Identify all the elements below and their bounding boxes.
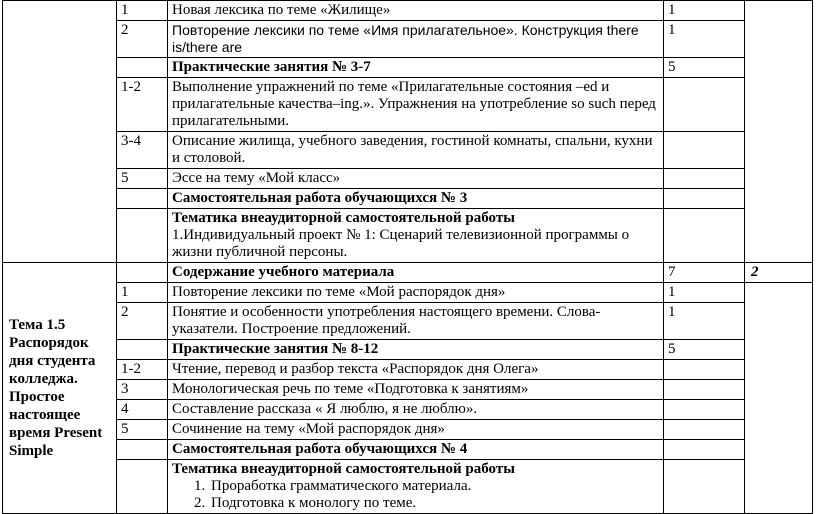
row-number: 4: [117, 400, 168, 420]
row-content: Составление рассказа « Я люблю, я не люблю».: [168, 400, 664, 420]
row-content: Повторение лексики по теме «Мой распорядок дня»: [168, 283, 664, 303]
extra-work-cell: [168, 209, 664, 263]
row-content: Эссе на тему «Мой класс»: [168, 169, 664, 189]
curriculum-table: [2, 0, 813, 514]
row-hours: 1: [664, 21, 745, 58]
table-row: [3, 21, 813, 58]
row-content: Выполнение упражнений по теме «Прилагательные состояния –ed и прилагательные качества–ing.». Упражнения на употребление so such перед прилагательными.: [168, 78, 664, 132]
topic-line: колледжа.: [9, 371, 78, 387]
topic-line: Простое: [9, 389, 65, 405]
row-number: [117, 58, 168, 78]
topic-line: Тема 1.5: [9, 317, 66, 333]
row-number: [117, 440, 168, 460]
row-hours: [664, 400, 745, 420]
row-hours: [664, 420, 745, 440]
table-row: [3, 360, 813, 380]
topic-line: время Present: [9, 425, 103, 441]
row-number: 3: [117, 380, 168, 400]
table-row: [3, 303, 813, 340]
row-hours-empty: [664, 460, 745, 514]
row-hours: 1: [664, 1, 745, 21]
table-row: [3, 78, 813, 132]
row-number: [117, 340, 168, 360]
row-hours: 1: [664, 283, 745, 303]
row-number: 1-2: [117, 78, 168, 132]
row-hours: [664, 360, 745, 380]
table-row: [3, 400, 813, 420]
topic-cell-empty: [3, 1, 117, 263]
row-hours: 5: [664, 58, 745, 78]
row-content: Монологическая речь по теме «Подготовка к занятиям»: [168, 380, 664, 400]
table-row: [3, 460, 813, 514]
self-study-heading: Самостоятельная работа обучающихся № 4: [168, 440, 664, 460]
extra-work-text: 1.Индивидуальный проект № 1: Сценарий телевизионной программы о жизни публичной персоны.: [172, 227, 630, 260]
table-row: [3, 380, 813, 400]
row-hours: [664, 132, 745, 169]
table-row: [3, 209, 813, 263]
row-content: Повторение лексики по теме «Имя прилагательное». Конструкция there is/there are: [168, 21, 664, 58]
row-content: Описание жилища, учебного заведения, гостиной комнаты, спальни, кухни и столовой.: [168, 132, 664, 169]
row-number: 1-2: [117, 360, 168, 380]
row-content: Новая лексика по теме «Жилище»: [168, 1, 664, 21]
table-row: [3, 440, 813, 460]
row-number-empty: [117, 209, 168, 263]
table-row: [3, 132, 813, 169]
extra-work-heading: Тематика внеаудиторной самостоятельной работы: [172, 210, 515, 226]
table-row: [3, 189, 813, 209]
table-row: [3, 169, 813, 189]
row-number: 2: [117, 21, 168, 58]
table-row: [3, 1, 813, 21]
extra-work-heading: Тематика внеаудиторной самостоятельной работы: [172, 461, 515, 477]
row-hours: [664, 380, 745, 400]
table-row: [3, 340, 813, 360]
row-number: 5: [117, 420, 168, 440]
table-row: [3, 420, 813, 440]
row-hours: [664, 169, 745, 189]
row-content: Чтение, перевод и разбор текста «Распорядок дня Олега»: [168, 360, 664, 380]
row-number: 1: [117, 283, 168, 303]
topic-line: Распорядок: [9, 335, 89, 351]
row-number: [117, 189, 168, 209]
self-study-heading: Самостоятельная работа обучающихся № 3: [168, 189, 664, 209]
list-item: 1. Проработка грамматического материала.: [209, 478, 660, 495]
topic-title: [3, 263, 117, 514]
table-row: [3, 283, 813, 303]
practical-heading: Практические занятия № 8-12: [168, 340, 664, 360]
row-number: 2: [117, 303, 168, 340]
list-item: 2. Подготовка к монологу по теме.: [209, 495, 660, 512]
row-hours: 1: [664, 303, 745, 340]
row-hours: 7: [664, 263, 745, 283]
row-number: 1: [117, 1, 168, 21]
row-hours: [664, 78, 745, 132]
level-cell-empty: [745, 1, 813, 263]
extra-work-cell: [168, 460, 664, 514]
row-number-empty: [117, 263, 168, 283]
row-content: Сочинение на тему «Мой распорядок дня»: [168, 420, 664, 440]
row-number: 3-4: [117, 132, 168, 169]
row-content: Понятие и особенности употребления настоящего времени. Слова-указатели. Построение предложений.: [168, 303, 664, 340]
table-row: [3, 58, 813, 78]
level-cell-empty: [745, 283, 813, 514]
row-number-empty: [117, 460, 168, 514]
row-hours: 5: [664, 340, 745, 360]
table-row: [3, 263, 813, 283]
topic-line: дня студента: [9, 353, 96, 369]
level-value: 2: [745, 263, 813, 283]
row-hours: [664, 440, 745, 460]
topic-line: настоящее: [9, 407, 81, 423]
practical-heading: Практические занятия № 3-7: [168, 58, 664, 78]
row-hours-empty: [664, 209, 745, 263]
content-heading: Содержание учебного материала: [168, 263, 664, 283]
row-hours: [664, 189, 745, 209]
row-number: 5: [117, 169, 168, 189]
topic-line: Simple: [9, 443, 54, 459]
extra-work-list: [172, 478, 660, 512]
